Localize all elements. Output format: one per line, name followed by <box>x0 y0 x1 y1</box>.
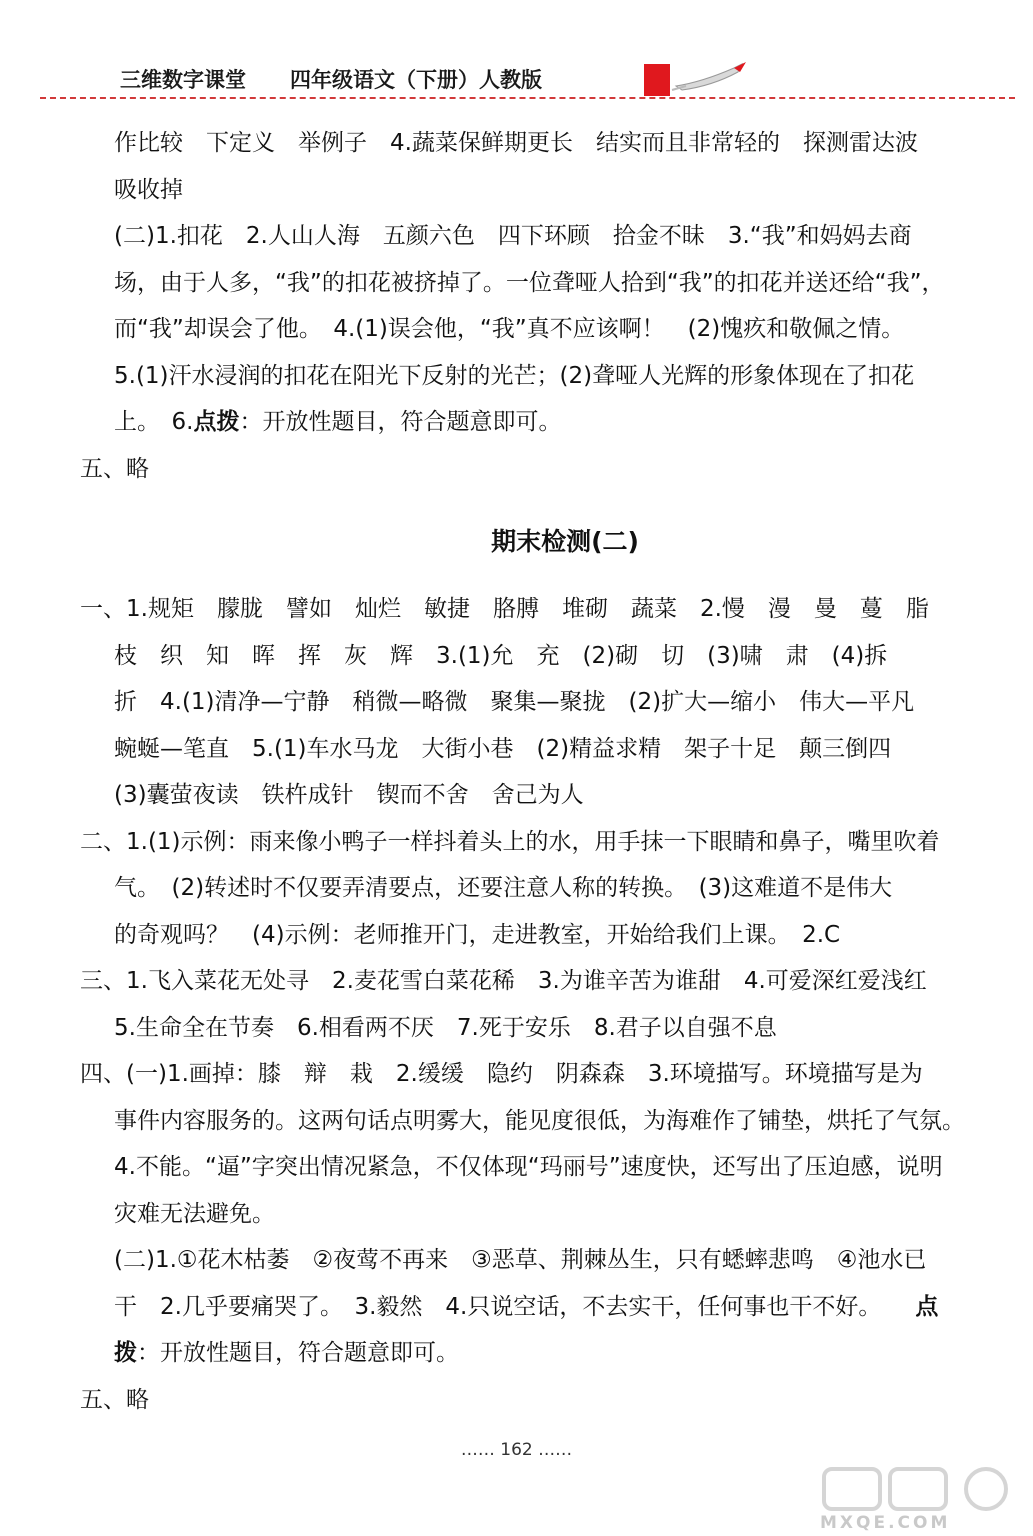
text-line: 三、1.飞入菜花无处寻 2.麦花雪白菜花稀 3.为谁辛苦为谁甜 4.可爱深红爱浅红 <box>80 968 927 994</box>
hint-label: 点 <box>915 1293 939 1320</box>
text-line: 吸收掉 <box>114 176 183 203</box>
text-line: 4.不能。“逼”字突出情况紧急，不仅体现“玛丽号”速度快，还写出了压迫感，说明 <box>114 1154 943 1180</box>
text-segment: 上。 6. <box>114 409 194 435</box>
text-line: 气。 (2)转述时不仅要弄清要点，还要注意人称的转换。 (3)这难道不是伟大 <box>114 875 893 901</box>
footer-dots-left: …… <box>460 1440 495 1460</box>
rocket-logo-icon <box>642 60 752 100</box>
page-number: 162 <box>500 1440 533 1460</box>
text-line: 一、1.规矩 朦胧 譬如 灿烂 敏捷 胳膊 堆砌 蔬菜 2.慢 漫 曼 蔓 脂 <box>80 596 929 622</box>
answer-content <box>80 120 1020 1423</box>
text-segment: 干 2.几乎要痛哭了。 3.毅然 4.只说空话，不去实干，任何事也干不好。 <box>114 1293 882 1320</box>
text-line: (二)1.①花木枯萎 ②夜莺不再来 ③恶草、荆棘丛生，只有蟋蟀悲鸣 ④池水已 <box>114 1247 927 1273</box>
text-segment: ：开放性题目，符合题意即可。 <box>137 1340 459 1366</box>
text-line: 灾难无法避免。 <box>114 1200 275 1227</box>
text-line: 而“我”却误会了他。 4.(1)误会他，“我”真不应该啊！ (2)愧疚和敬佩之情。 <box>114 316 905 342</box>
page-footer <box>0 1440 1033 1460</box>
text-line <box>80 399 1020 446</box>
hint-label: 点拨 <box>193 409 240 435</box>
footer-dots-right: …… <box>538 1440 573 1460</box>
text-segment: ：开放性题目，符合题意即可。 <box>239 409 562 435</box>
text-line: 5.生命全在节奏 6.相看两不厌 7.死于安乐 8.君子以自强不息 <box>114 1014 777 1041</box>
text-line: 五、略 <box>80 455 149 482</box>
hint-label: 拨 <box>114 1340 137 1366</box>
header-brand: 三维数字课堂 <box>120 68 246 92</box>
text-line: 折 4.(1)清净—宁静 稍微—略微 聚集—聚拢 (2)扩大—缩小 伟大—平凡 <box>114 689 915 715</box>
text-line: 蜿蜒—笔直 5.(1)车水马龙 大街小巷 (2)精益求精 架子十足 颠三倒四 <box>114 735 892 762</box>
text-line: 作比较 下定义 举例子 4.蔬菜保鲜期更长 结实而且非常轻的 探测雷达波 <box>114 130 918 156</box>
watermark-badge-icon <box>820 1465 1030 1513</box>
text-line: 场，由于人多，“我”的扣花被挤掉了。一位聋哑人拾到“我”的扣花并送还给“我”， <box>114 269 945 296</box>
text-line: 四、(一)1.画掉：膝 辩 栽 2.缓缓 隐约 阴森森 3.环境描写。环境描写是为 <box>80 1061 923 1087</box>
text-line: 5.(1)汗水浸润的扣花在阳光下反射的光芒；(2)聋哑人光辉的形象体现在了扣花 <box>114 362 915 389</box>
header-divider <box>40 97 1015 99</box>
text-line: 二、1.(1)示例：雨来像小鸭子一样抖着头上的水，用手抹一下眼睛和鼻子，嘴里吹着 <box>80 828 940 855</box>
text-line: 的奇观吗？ (4)示例：老师推开门，走进教室，开始给我们上课。 2.C <box>114 921 841 948</box>
text-line: (二)1.扣花 2.人山人海 五颜六色 四下环顾 拾金不昧 3.“我”和妈妈去商 <box>114 223 912 249</box>
watermark-text: MXQE.COM <box>820 1513 951 1533</box>
text-line <box>80 1284 1020 1331</box>
text-line: 枝 织 知 晖 挥 灰 辉 3.(1)允 充 (2)砌 切 (3)啸 肃 (4)拆 <box>114 642 888 669</box>
header-book-title: 四年级语文（下册）人教版 <box>290 68 542 92</box>
text-line: 事件内容服务的。这两句话点明雾大，能见度很低，为海难作了铺垫，烘托了气氛。 <box>114 1107 965 1134</box>
watermark-logo <box>820 1465 1030 1535</box>
text-line: (3)囊萤夜读 铁杵成针 锲而不舍 舍己为人 <box>114 782 584 808</box>
text-line <box>80 1330 1020 1377</box>
text-line: 五、略 <box>80 1386 149 1413</box>
section-title: 期末检测(二) <box>491 527 639 556</box>
page-header <box>0 0 1033 100</box>
